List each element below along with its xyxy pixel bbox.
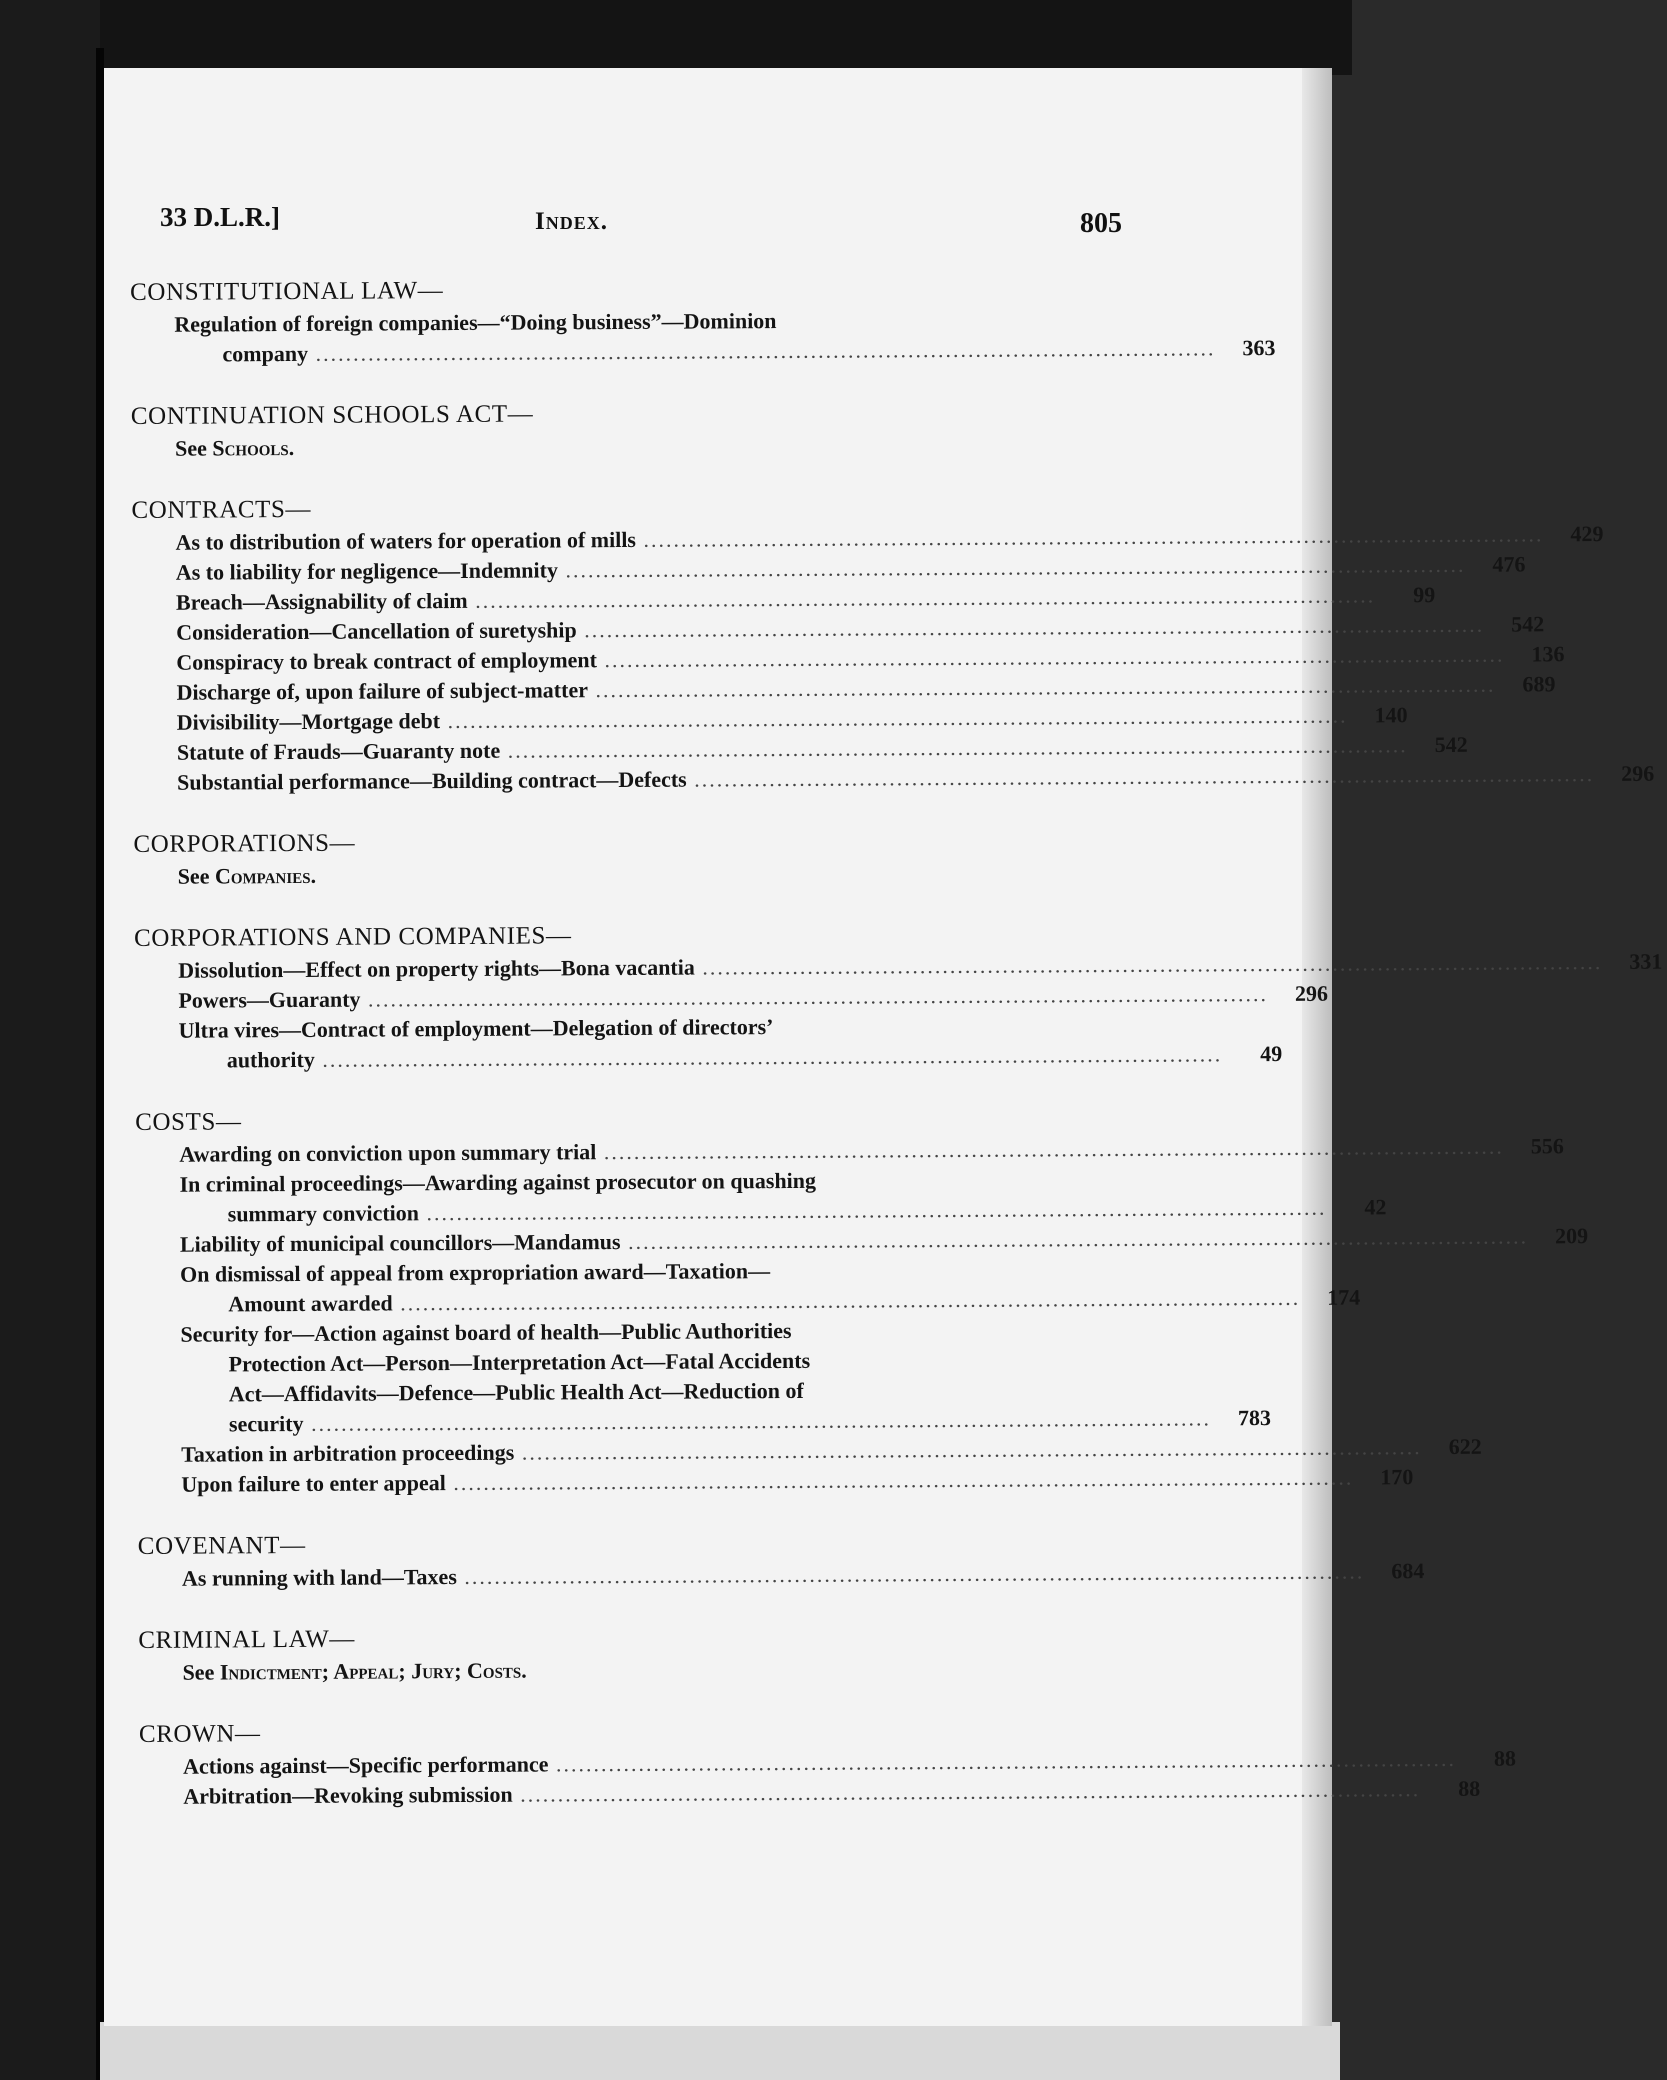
section-heading: CORPORATIONS— [133, 829, 356, 858]
entry-page-number: 363 [1242, 335, 1276, 361]
leader-dots: ........................................................................................................................ [440, 702, 1348, 734]
leader-dots: ........................................................................................................................ [548, 1745, 1457, 1777]
entry-line [179, 1039, 1223, 1075]
entry-line-text: Powers—Guaranty [178, 986, 361, 1013]
entry-line-text: company [222, 340, 309, 367]
scan-top-border [0, 0, 1352, 75]
entry-line-text: Consideration—Cancellation of suretyship [176, 617, 577, 645]
entry-line-text: On dismissal of appeal from expropriation award—Taxation— [180, 1258, 771, 1287]
entry-line-text: Arbitration—Revoking submission [183, 1781, 513, 1809]
entry-page-number: 296 [1621, 760, 1655, 786]
section-heading: COVENANT— [137, 1531, 306, 1560]
index-entry [179, 1164, 1387, 1230]
section-heading: CORPORATIONS AND COMPANIES— [133, 922, 572, 952]
leader-dots: ........................................................................................................................ [456, 1558, 1365, 1590]
running-title: Index. [535, 208, 608, 235]
leader-dots: ........................................................................................................................ [392, 1284, 1301, 1316]
index-entry [177, 760, 1655, 798]
index-section [138, 1620, 1128, 1688]
leader-dots: ........................................................................................................................ [418, 1194, 1327, 1226]
entry-page-number: 476 [1492, 551, 1526, 577]
entry-line-text: Security for—Action against board of health—Public Authorities [180, 1317, 792, 1347]
index-section [135, 1102, 1589, 1500]
leader-dots: ........................................................................................................................ [307, 335, 1216, 366]
see-references: Schools. [212, 435, 295, 461]
index-entry [174, 304, 1276, 370]
entry-page-number: 542 [1434, 731, 1468, 758]
entry-line-text: Statute of Frauds—Guaranty note [176, 737, 501, 765]
leader-dots: ........................................................................................................................ [576, 611, 1485, 643]
running-header [160, 202, 1122, 252]
entry-text [179, 1009, 1223, 1075]
see-references: Indictment; Appeal; Jury; Costs. [219, 1657, 527, 1685]
entry-page-number: 88 [1493, 1745, 1517, 1771]
section-heading: CONTINUATION SCHOOLS ACT— [130, 400, 534, 430]
entry-page-number: 542 [1511, 611, 1545, 637]
entry-line-text: Protection Act—Person—Interpretation Act—Fatal Accidents [228, 1347, 811, 1377]
volume-reference: 33 D.L.R.] [160, 202, 280, 232]
entry-text [178, 947, 1602, 986]
entry-page-number: 783 [1237, 1405, 1272, 1431]
entry-text [174, 303, 1215, 369]
entry-line-text: Conspiracy to break contract of employment [176, 647, 598, 675]
entry-page-number: 140 [1374, 702, 1408, 728]
entry-line-text: summary conviction [227, 1200, 420, 1227]
entry-line-text: Actions against—Specific performance [183, 1751, 549, 1779]
entry-line-text: Breach—Assignability of claim [175, 587, 468, 615]
section-heading: COSTS— [135, 1108, 242, 1136]
scan-left-border [0, 0, 100, 2080]
leader-dots: ........................................................................................................................ [620, 1223, 1529, 1255]
index-section [133, 824, 1123, 892]
see-references: Companies. [214, 862, 317, 889]
section-heading: CONTRACTS— [131, 495, 312, 524]
index-entry [181, 1558, 1425, 1594]
entry-list [178, 948, 1663, 1076]
leader-dots: ........................................................................................................................ [635, 521, 1544, 552]
entry-line-text: Awarding on conviction upon summary trial [179, 1139, 597, 1167]
index-section [131, 396, 1121, 464]
index-entry [181, 1464, 1414, 1500]
see-prefix: See [182, 1659, 220, 1685]
index-entry [178, 1010, 1283, 1076]
leader-dots: ........................................................................................................................ [514, 1434, 1422, 1465]
index-content [130, 272, 1663, 1812]
entry-page-number: 174 [1327, 1284, 1361, 1310]
entry-text [179, 1163, 1326, 1230]
entry-line-text: As to liability for negligence—Indemnity [175, 557, 559, 585]
entry-line-text: As running with land—Taxes [181, 1564, 457, 1591]
entry-line-text: Regulation of foreign companies—“Doing business”—Dominion [174, 308, 777, 337]
leader-dots: ........................................................................................................................ [694, 949, 1603, 980]
index-section [138, 1714, 1517, 1812]
entry-line-text: Taxation in arbitration proceedings [181, 1439, 515, 1467]
entry-line-text: As to distribution of waters for operation of mills [175, 526, 637, 555]
leader-dots: ........................................................................................................................ [557, 551, 1466, 583]
entry-line-text: Ultra vires—Contract of employment—Delegation of directors’ [178, 1014, 774, 1043]
entry-page-number: 136 [1531, 641, 1565, 667]
entry-page-number: 429 [1570, 521, 1604, 547]
index-section [133, 918, 1663, 1076]
leader-dots: ........................................................................................................................ [314, 1041, 1223, 1072]
index-section [137, 1526, 1425, 1594]
entry-line-text: Dissolution—Effect on property rights—Bona vacantia [178, 954, 695, 983]
entry-list [179, 1133, 1589, 1500]
section-heading: CROWN— [138, 1720, 261, 1748]
section-heading: CONSTITUTIONAL LAW— [130, 277, 444, 306]
leader-dots: ........................................................................................................................ [686, 761, 1595, 792]
entry-line-text: Act—Affidavits—Defence—Public Health Act—Reduction of [228, 1377, 804, 1407]
leader-dots: ........................................................................................................................ [467, 582, 1376, 613]
entry-page-number: 622 [1448, 1433, 1482, 1459]
index-entry [180, 1314, 1272, 1440]
entry-line-text: Divisibility—Mortgage debt [176, 708, 441, 735]
see-prefix: See [177, 863, 215, 889]
entry-page-number: 331 [1629, 948, 1663, 974]
page-edge-shadow [1302, 68, 1332, 2026]
section-heading: CRIMINAL LAW— [138, 1625, 356, 1654]
entry-line-text: Amount awarded [228, 1290, 393, 1317]
index-entry [180, 1254, 1361, 1320]
entry-line [178, 947, 1602, 986]
see-prefix: See [174, 435, 213, 461]
entry-page-number: 689 [1522, 671, 1556, 697]
leader-dots: ........................................................................................................................ [596, 1133, 1504, 1165]
entry-page-number: 296 [1294, 980, 1329, 1006]
entry-line-text: Upon failure to enter appeal [181, 1470, 446, 1497]
entry-page-number: 99 [1413, 582, 1436, 608]
page-number: 805 [1080, 208, 1122, 239]
index-entry [183, 1775, 1481, 1812]
entry-list [175, 521, 1655, 798]
leader-dots: ........................................................................................................................ [512, 1776, 1421, 1807]
entry-page-number: 49 [1260, 1040, 1283, 1067]
entry-line-text: Substantial performance—Building contract—Defects [177, 766, 687, 795]
entry-list [174, 304, 1276, 370]
leader-dots: ........................................................................................................................ [303, 1405, 1212, 1436]
entry-text [180, 1313, 1211, 1439]
entry-line-text: In criminal proceedings—Awarding against prosecutor on quashing [179, 1167, 817, 1197]
entry-line-text: Discharge of, upon failure of subject-matter [176, 677, 589, 705]
leader-dots: ........................................................................................................................ [500, 732, 1408, 763]
entry-text [180, 1253, 1300, 1320]
entry-page-number: 42 [1364, 1194, 1387, 1220]
entry-list [183, 1745, 1517, 1812]
leader-dots: ........................................................................................................................ [596, 641, 1505, 673]
entry-line-text: authority [226, 1046, 315, 1073]
leader-dots: ........................................................................................................................ [360, 981, 1269, 1012]
index-section [131, 490, 1655, 798]
entry-line [174, 333, 1215, 369]
binding-edge [96, 48, 104, 2080]
entry-page-number: 170 [1380, 1464, 1414, 1490]
index-section [130, 272, 1276, 370]
entry-list [181, 1558, 1425, 1594]
scan-bottom-border [100, 2022, 1340, 2080]
entry-line-text: Liability of municipal councillors—Mandamus [179, 1229, 621, 1257]
leader-dots: ........................................................................................................................ [445, 1464, 1354, 1496]
leader-dots: ........................................................................................................................ [587, 671, 1496, 703]
entry-page-number: 209 [1554, 1223, 1589, 1249]
entry-page-number: 88 [1458, 1775, 1481, 1801]
entry-page-number: 556 [1530, 1133, 1564, 1159]
entry-line-text: security [228, 1410, 304, 1437]
entry-page-number: 684 [1391, 1558, 1425, 1584]
